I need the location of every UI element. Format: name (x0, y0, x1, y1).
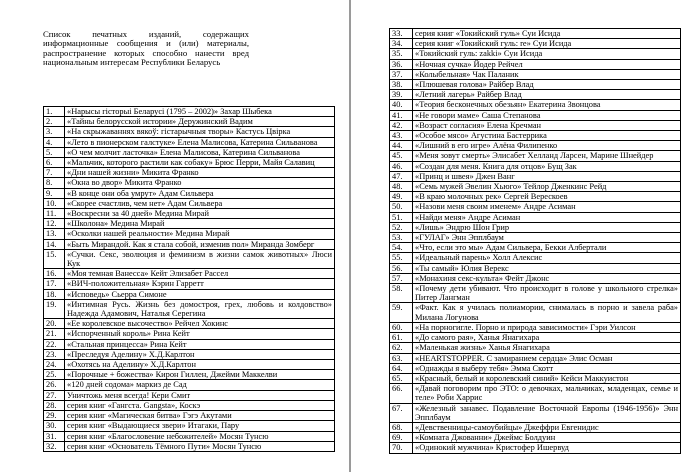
table-row (44, 269, 335, 279)
table-row (390, 443, 681, 453)
book-entry: «Маленькая жизнь» Ханья Янагихара (413, 343, 681, 353)
row-number: 7. (44, 168, 65, 178)
row-number: 54. (390, 243, 413, 253)
row-number: 70. (390, 443, 413, 453)
table-row (390, 253, 681, 263)
row-number: 62. (390, 343, 413, 353)
book-entry: «Испорченный король» Рина Кейт (65, 329, 335, 339)
table-row (390, 353, 681, 363)
table-row (390, 131, 681, 141)
row-number: 27. (44, 390, 65, 400)
book-entry: «Исповедь» Сьерра Симоне (65, 289, 335, 299)
row-number: 68. (390, 422, 413, 432)
table-row (390, 303, 681, 322)
row-number: 26. (44, 380, 65, 390)
table-row (44, 390, 335, 400)
table-row (390, 69, 681, 79)
book-entry: «На скрыжаваннях вякоў: гістарычныя творы» Кастусь Цвірка (65, 127, 335, 137)
book-entry: «Дни нашей жизни» Микита Франко (65, 168, 335, 178)
row-number: 60. (390, 322, 413, 332)
table-row (390, 422, 681, 432)
book-entry: серия книг «Магическая битва» Гэгэ Акутами (65, 411, 335, 421)
row-number: 25. (44, 370, 65, 380)
row-number: 64. (390, 363, 413, 373)
book-entry: «Принц и швея» Джен Ванг (413, 171, 681, 181)
table-row (44, 411, 335, 421)
table-row (390, 161, 681, 171)
row-number: 10. (44, 198, 65, 208)
row-number: 59. (390, 303, 413, 322)
table-row (390, 29, 681, 39)
table-row (390, 80, 681, 90)
table-row (390, 212, 681, 222)
table-row (390, 384, 681, 403)
table-row (44, 178, 335, 188)
book-entry: «Девственницы-самоубийцы» Джеффри Евгенидис (413, 422, 681, 432)
book-entry: «Возраст согласия» Елена Кречман (413, 120, 681, 130)
row-number: 55. (390, 253, 413, 263)
book-entry: «Семь мужей Эвелин Хьюго» Тейлор Дженкинс Рейд (413, 182, 681, 192)
book-entry: «Нарысы гісторыі Беларусі (1795 – 2002)» Захар Шыбека (65, 107, 335, 117)
row-number: 58. (390, 284, 413, 303)
row-number: 61. (390, 333, 413, 343)
table-row (390, 49, 681, 59)
table-row (390, 202, 681, 212)
book-entry: «Охотясь на Аделину» Х.Д.Карлтон (65, 360, 335, 370)
table-row (390, 39, 681, 49)
book-entry: «Назови меня своим именем» Андре Асиман (413, 202, 681, 212)
book-entry: «Теория бесконечных обезьян» Екатерина Звонцова (413, 100, 681, 110)
row-number: 52. (390, 222, 413, 232)
table-row (390, 403, 681, 422)
table-row (390, 90, 681, 100)
book-entry: «Создан для меня. Книга для отцов» Бущ Зак (413, 161, 681, 171)
table-row (390, 433, 681, 443)
table-row (44, 319, 335, 329)
book-entry: «Преследуя Аделину» Х.Д.Карлтон (65, 349, 335, 359)
table-row (44, 279, 335, 289)
row-number: 13. (44, 229, 65, 239)
table-row (390, 151, 681, 161)
table-row (390, 182, 681, 192)
table-row (44, 239, 335, 249)
row-number: 30. (44, 421, 65, 431)
book-entry: «Идеальный парень» Холл Алексис (413, 253, 681, 263)
book-entry: «Почему дети убивают. Что происходит в голове у школьного стрелка» Питер Лангман (413, 284, 681, 303)
row-number: 32. (44, 441, 65, 451)
row-number: 18. (44, 289, 65, 299)
table-row (44, 441, 335, 451)
table-row (44, 107, 335, 117)
table-row (44, 209, 335, 219)
book-entry: «Стальная принцесса» Рина Кейт (65, 339, 335, 349)
book-entry: «Порочные + божества» Кирон Гиллен, Джейми Маккелви (65, 370, 335, 380)
row-number: 3. (44, 127, 65, 137)
table-row (390, 100, 681, 110)
book-entry: «Ты самый» Юлия Верекс (413, 263, 681, 273)
book-entry: «Тайны белорусской истории» Деружинский Вадим (65, 117, 335, 127)
book-entry: «Осколки нашей реальности» Медина Мирай (65, 229, 335, 239)
table-row (390, 373, 681, 383)
table-row (390, 171, 681, 181)
book-entry: «На порногигле. Порно и природа зависимости» Гэри Уилсон (413, 322, 681, 332)
row-number: 65. (390, 373, 413, 383)
row-number: 34. (390, 39, 413, 49)
book-entry: «О чем молчит ласточка» Елена Малисова, Катерина Сильванова (65, 147, 335, 157)
book-entry: серия книг «Токийский гуль: re» Суи Исида (413, 39, 681, 49)
book-entry: серия книг «Гангста. Gangsta», Коскэ (65, 400, 335, 410)
row-number: 63. (390, 353, 413, 363)
book-entry: «Воскресни за 40 дней» Медина Мирай (65, 209, 335, 219)
row-number: 24. (44, 360, 65, 370)
table-row (390, 343, 681, 353)
row-number: 17. (44, 279, 65, 289)
book-list-table-left (43, 106, 335, 452)
book-entry: «Токийский гуль: zakki» Суи Исида (413, 49, 681, 59)
table-row (390, 322, 681, 332)
book-entry: «Комната Джованни» Джеймс Болдуин (413, 433, 681, 443)
table-row (390, 141, 681, 151)
table-row (44, 188, 335, 198)
book-entry: серия книг «Токийский гуль» Суи Исида (413, 29, 681, 39)
row-number: 50. (390, 202, 413, 212)
row-number: 48. (390, 182, 413, 192)
book-entry: «Монахиня секс-культа» Фейт Джонс (413, 273, 681, 283)
row-number: 6. (44, 158, 65, 168)
row-number: 2. (44, 117, 65, 127)
row-number: 12. (44, 219, 65, 229)
table-row (390, 192, 681, 202)
table-row (44, 137, 335, 147)
row-number: 15. (44, 249, 65, 268)
book-entry: «Быть Мирандой. Как я стала собой, изменив пол» Миранда Зомберг (65, 239, 335, 249)
row-number: 23. (44, 349, 65, 359)
row-number: 66. (390, 384, 413, 403)
book-entry: серия книг «Основатель Тёмного Пути» Мосян Тунсю (65, 441, 335, 451)
row-number: 20. (44, 319, 65, 329)
table-row (390, 110, 681, 120)
book-entry: «Окна во двор» Микита Франко (65, 178, 335, 188)
book-entry: «ГУЛАГ» Энн Эпплбаум (413, 233, 681, 243)
book-entry: «Одинокий мужчина» Кристофер Ишервуд (413, 443, 681, 453)
book-entry: «Школона» Медина Мирай (65, 219, 335, 229)
row-number: 36. (390, 59, 413, 69)
row-number: 1. (44, 107, 65, 117)
book-entry: «120 дней содома» маркиз де Сад (65, 380, 335, 390)
row-number: 21. (44, 329, 65, 339)
table-row (44, 117, 335, 127)
table-row (44, 329, 335, 339)
table-row (44, 127, 335, 137)
book-entry: серия книг «Выдающиеся звери» Итагаки, Пару (65, 421, 335, 431)
table-row (44, 431, 335, 441)
row-number: 33. (390, 29, 413, 39)
table-row (44, 147, 335, 157)
row-number: 31. (44, 431, 65, 441)
book-entry: «HEARTSTOPPER. С замиранием сердца» Элис Осман (413, 353, 681, 363)
row-number: 11. (44, 209, 65, 219)
table-row (390, 120, 681, 130)
book-entry: «Скорее счастлив, чем нет» Адам Сильвера (65, 198, 335, 208)
document-heading: Список печатных изданий, содержащих информационные сообщения и (или) материалы, распространение которых способно нанести вред национальным интересам Республики Беларусь (43, 29, 249, 68)
table-row (390, 222, 681, 232)
table-row (44, 339, 335, 349)
table-row (390, 59, 681, 69)
row-number: 44. (390, 141, 413, 151)
book-entry: «Сучки. Секс, эволюция и феминизм в жизни самок животных» Люси Кук (65, 249, 335, 268)
book-entry: «Колыбельная» Чак Паланик (413, 69, 681, 79)
table-row (390, 273, 681, 283)
row-number: 9. (44, 188, 65, 198)
row-number: 53. (390, 233, 413, 243)
row-number: 49. (390, 192, 413, 202)
row-number: 37. (390, 69, 413, 79)
table-row (390, 363, 681, 373)
book-entry: «В конце они оба умрут» Адам Сильвера (65, 188, 335, 198)
book-entry: «Что, если это мы» Адам Сильвера, Бекки Албертали (413, 243, 681, 253)
book-entry: «Найди меня» Андре Асиман (413, 212, 681, 222)
table-row (44, 168, 335, 178)
row-number: 5. (44, 147, 65, 157)
row-number: 19. (44, 299, 65, 318)
table-row (390, 263, 681, 273)
row-number: 69. (390, 433, 413, 443)
row-number: 57. (390, 273, 413, 283)
row-number: 8. (44, 178, 65, 188)
table-row (390, 284, 681, 303)
table-row (44, 370, 335, 380)
book-entry: «Плюшевая голова» Райбер Влад (413, 80, 681, 90)
book-entry: серия книг «Благословение небожителей» Мосян Тунсю (65, 431, 335, 441)
table-row (44, 360, 335, 370)
row-number: 28. (44, 400, 65, 410)
row-number: 29. (44, 411, 65, 421)
book-entry: «Красный, белый и королевский синий» Кейси Маккуистон (413, 373, 681, 383)
book-entry: «Давай поговорим про ЭТО: о девочках, мальчиках, младенцах, семье и теле» Роби Харрис (413, 384, 681, 403)
book-entry: «Лишний в его игре» Алёна Филипенко (413, 141, 681, 151)
book-entry: «Интимная Русь. Жизнь без домостроя, грех, любовь и колдовство» Надежда Адамович, Наталья Серегина (65, 299, 335, 318)
row-number: 47. (390, 171, 413, 181)
table-row (44, 380, 335, 390)
table-row (44, 229, 335, 239)
table-row (44, 421, 335, 431)
book-entry: «Меня зовут смерть» Элисабет Хелланд Ларсен, Марине Шнейдер (413, 151, 681, 161)
book-entry: «Однажды я выберу тебя» Эмма Скотт (413, 363, 681, 373)
table-row (44, 219, 335, 229)
table-row (44, 289, 335, 299)
row-number: 45. (390, 151, 413, 161)
book-entry: «Ночная сучка» Йодер Рейчел (413, 59, 681, 69)
table-row (44, 158, 335, 168)
book-entry: «Факт. Как я училась полиамории, снималась в порно и завела раба» Милана Логунова (413, 303, 681, 322)
table-row (44, 400, 335, 410)
row-number: 43. (390, 131, 413, 141)
book-entry: Уничтожь меня всегда! Кери Смит (65, 390, 335, 400)
book-entry: «Особое мясо» Агустина Бастеррика (413, 131, 681, 141)
book-entry: «До самого рая», Ханья Янагихара (413, 333, 681, 343)
book-entry: «ВИЧ-положительная» Кэрин Гарретт (65, 279, 335, 289)
book-entry: «Мальчик, которого растили как собаку» Брюс Перри, Майя Салавиц (65, 158, 335, 168)
row-number: 67. (390, 403, 413, 422)
row-number: 35. (390, 49, 413, 59)
table-row (390, 333, 681, 343)
table-row (44, 198, 335, 208)
row-number: 51. (390, 212, 413, 222)
row-number: 42. (390, 120, 413, 130)
book-list-table-right (389, 28, 681, 454)
row-number: 40. (390, 100, 413, 110)
row-number: 46. (390, 161, 413, 171)
table-row (44, 299, 335, 318)
row-number: 22. (44, 339, 65, 349)
book-entry: «Летний лагерь» Райбер Влад (413, 90, 681, 100)
book-entry: «Ее королевское высочество» Рейчел Хокинс (65, 319, 335, 329)
book-entry: «Лишь» Эндрю Шон Грир (413, 222, 681, 232)
row-number: 14. (44, 239, 65, 249)
row-number: 56. (390, 263, 413, 273)
row-number: 38. (390, 80, 413, 90)
book-entry: «Моя темная Ванесса» Кейт Элизабет Рассел (65, 269, 335, 279)
row-number: 16. (44, 269, 65, 279)
table-row (44, 349, 335, 359)
table-row (44, 249, 335, 268)
table-row (390, 243, 681, 253)
row-number: 39. (390, 90, 413, 100)
book-entry: «Железный занавес. Подавление Восточной Европы (1946-1956)» Энн Эпплбаум (413, 403, 681, 422)
row-number: 41. (390, 110, 413, 120)
table-row (390, 233, 681, 243)
book-entry: «Лето в пионерском галстуке» Елена Малисова, Катерина Сильванова (65, 137, 335, 147)
row-number: 4. (44, 137, 65, 147)
book-entry: «Не говори маме» Саша Степанова (413, 110, 681, 120)
book-entry: «В краю молочных рек» Сергей Верескоев (413, 192, 681, 202)
